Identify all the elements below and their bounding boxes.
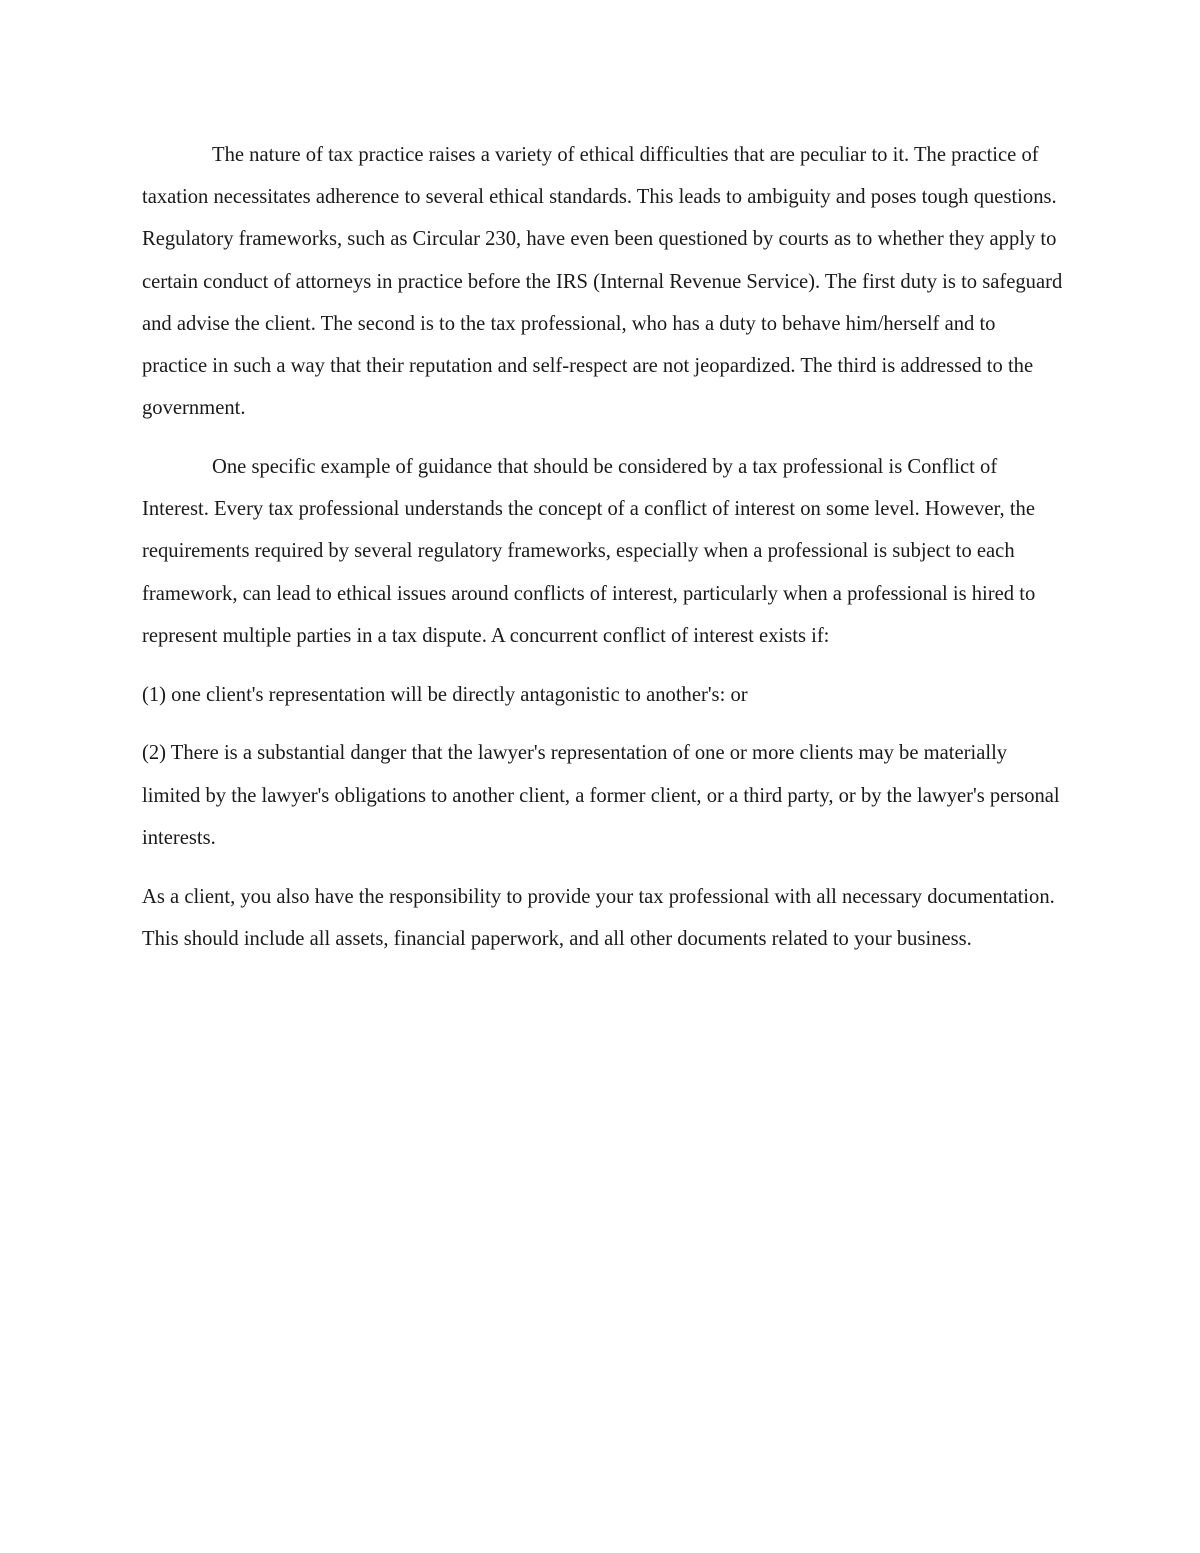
paragraph-client-responsibility: As a client, you also have the responsibility to provide your tax professional with all necessary documentation. This should include all assets, financial paperwork, and all other documents related to your business. [142, 885, 1055, 950]
list-item-condition-2: (2) There is a substantial danger that the lawyer's representation of one or more clients may be materially limited by the lawyer's obligations to another client, a former client, or a third party, or by the lawyer's personal interests. [142, 742, 1060, 849]
paragraph-tax-practice-ethics: The nature of tax practice raises a variety of ethical difficulties that are peculiar to it. The practice of taxation necessitates adherence to several ethical standards. This leads to ambiguity and poses tough questions. Regulatory frameworks, such as Circular 230, have even been questioned by courts as to whether they apply to certain conduct of attorneys in practice before the IRS (Internal Revenue Service). The first duty is to safeguard and advise the client. The second is to the tax professional, who has a duty to behave him/herself and to practice in such a way that their reputation and self-respect are not jeopardized. The third is addressed to the government. [142, 144, 1063, 420]
list-item-condition-1: (1) one client's representation will be directly antagonistic to another's: or [142, 683, 748, 706]
document-body [142, 134, 1064, 977]
paragraph-conflict-of-interest: One specific example of guidance that should be considered by a tax professional is Conflict of Interest. Every tax professional understands the concept of a conflict of interest on some level. However, the requirements required by several regulatory frameworks, especially when a professional is subject to each framework, can lead to ethical issues around conflicts of interest, particularly when a professional is hired to represent multiple parties in a tax dispute. A concurrent conflict of interest exists if: [142, 456, 1036, 647]
